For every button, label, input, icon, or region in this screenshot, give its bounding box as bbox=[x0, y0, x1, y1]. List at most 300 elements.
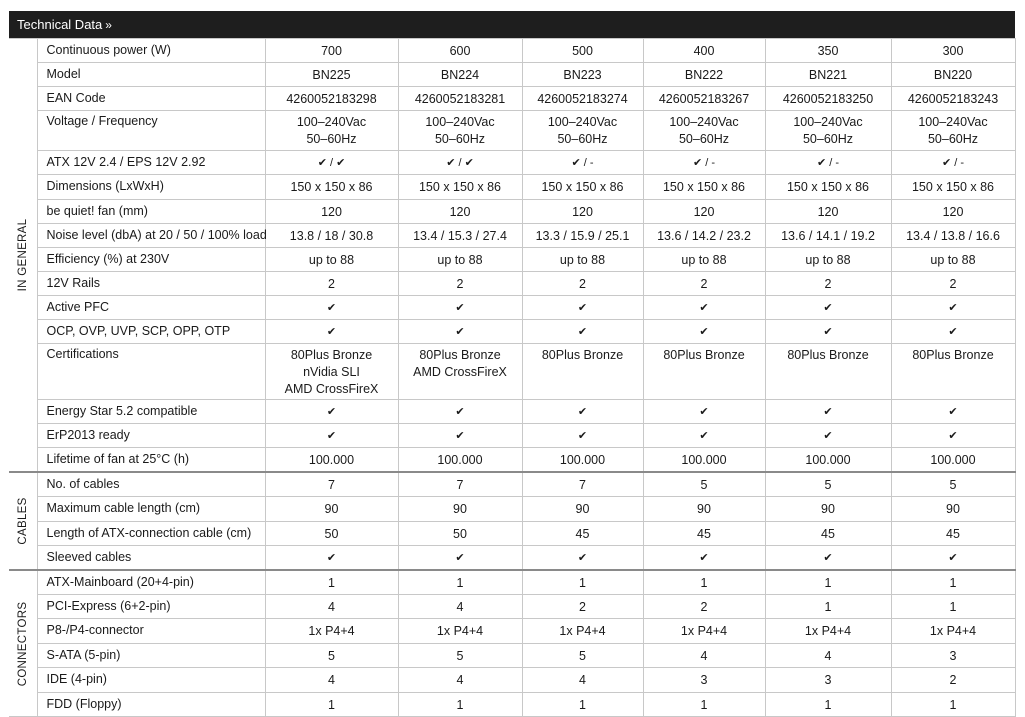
table-cell bbox=[765, 448, 891, 472]
table-cell bbox=[891, 521, 1015, 546]
table-cell bbox=[522, 497, 643, 522]
cell-line: 1 bbox=[328, 697, 335, 712]
table-row bbox=[9, 400, 1015, 424]
table-cell bbox=[265, 247, 398, 271]
table-row bbox=[9, 319, 1015, 343]
cell-line: 4 bbox=[328, 673, 335, 688]
cell-line: ✔ bbox=[326, 406, 337, 419]
table-cell bbox=[891, 295, 1015, 319]
table-cell bbox=[398, 472, 522, 497]
cell-line: 90 bbox=[946, 502, 960, 516]
table-cell bbox=[398, 618, 522, 643]
cell-line: 7 bbox=[579, 478, 586, 492]
cell-line: up to 88 bbox=[681, 252, 727, 267]
cell-line: ✔ bbox=[455, 406, 465, 419]
cell-line: 13.6 / 14.1 / 19.2 bbox=[781, 228, 875, 243]
table-row bbox=[9, 271, 1015, 295]
table-cell bbox=[643, 668, 765, 692]
table-cell bbox=[891, 223, 1015, 247]
cell-line: 120 bbox=[449, 204, 471, 219]
cell-line: 4260052183267 bbox=[658, 92, 750, 107]
cell-line: 5 bbox=[328, 649, 335, 664]
table-cell bbox=[522, 644, 643, 668]
cell-line: 5 bbox=[824, 478, 832, 492]
table-cell bbox=[265, 644, 398, 668]
cell-line: 100–240Vac bbox=[669, 115, 739, 130]
table-cell bbox=[891, 151, 1015, 175]
table-cell bbox=[265, 594, 398, 618]
table-row bbox=[9, 497, 1015, 522]
cell-line: 4 bbox=[824, 649, 832, 664]
cell-line: 1 bbox=[456, 576, 464, 590]
row-label: Noise level (dbA) at 20 / 50 / 100% load bbox=[37, 223, 265, 247]
table-cell bbox=[398, 400, 522, 424]
table-cell bbox=[265, 295, 398, 319]
table-cell bbox=[265, 400, 398, 424]
cell-line: 100–240Vac bbox=[547, 115, 618, 130]
row-label: Efficiency (%) at 230V bbox=[37, 247, 265, 271]
cell-line: 45 bbox=[697, 526, 711, 541]
cell-line: 3 bbox=[949, 649, 957, 664]
cell-line: 80Plus Bronze bbox=[663, 347, 745, 362]
table-cell bbox=[765, 668, 891, 692]
table-cell bbox=[643, 618, 765, 643]
cell-line: ✔ bbox=[699, 325, 709, 338]
cell-line: ✔ bbox=[823, 430, 833, 443]
row-label: Model bbox=[37, 63, 265, 87]
table-cell bbox=[643, 223, 765, 247]
table-cell bbox=[398, 271, 522, 295]
cell-line: ✔ bbox=[455, 325, 465, 338]
table-cell bbox=[643, 111, 765, 151]
cell-line: 350 bbox=[817, 44, 839, 58]
cell-line: 7 bbox=[456, 478, 464, 492]
table-cell bbox=[643, 39, 765, 63]
cell-line: 1x P4+4 bbox=[436, 623, 484, 638]
cell-line: 50–60Hz bbox=[306, 132, 357, 147]
table-cell bbox=[891, 199, 1015, 223]
cell-line: 90 bbox=[324, 502, 339, 516]
cell-line: BN220 bbox=[933, 68, 973, 83]
cell-line: 2 bbox=[328, 276, 335, 291]
table-row bbox=[9, 295, 1015, 319]
cell-line: ✔ / - bbox=[571, 157, 594, 170]
table-cell bbox=[765, 594, 891, 618]
cell-line: 100.000 bbox=[681, 453, 727, 468]
table-cell bbox=[765, 199, 891, 223]
table-cell bbox=[891, 39, 1015, 63]
cell-line: ✔ bbox=[948, 552, 958, 564]
table-cell bbox=[398, 151, 522, 175]
cell-line: 7 bbox=[328, 478, 335, 492]
table-cell bbox=[643, 448, 765, 472]
table-cell bbox=[398, 223, 522, 247]
table-cell bbox=[765, 223, 891, 247]
cell-line: 2 bbox=[579, 599, 586, 614]
cell-line: 4260052183243 bbox=[907, 92, 999, 107]
cell-line: ✔ / - bbox=[692, 157, 716, 170]
table-cell bbox=[891, 448, 1015, 472]
cell-line: 50 bbox=[324, 526, 339, 541]
cell-line: 1 bbox=[824, 697, 832, 712]
table-cell bbox=[265, 39, 398, 63]
cell-line: 300 bbox=[942, 44, 964, 58]
cell-line: ✔ bbox=[326, 430, 337, 443]
cell-line: ✔ bbox=[948, 430, 958, 443]
table-cell bbox=[765, 521, 891, 546]
row-label: P8-/P4-connector bbox=[37, 618, 265, 643]
section-label-connectors bbox=[9, 570, 37, 717]
cell-line: 80Plus Bronze bbox=[787, 347, 869, 362]
cell-line: 2 bbox=[700, 276, 708, 291]
table-cell bbox=[522, 151, 643, 175]
cell-line: 4 bbox=[456, 673, 464, 688]
table-cell bbox=[522, 618, 643, 643]
table-cell bbox=[891, 175, 1015, 199]
row-label: S-ATA (5-pin) bbox=[37, 644, 265, 668]
table-cell bbox=[265, 472, 398, 497]
table-row bbox=[9, 424, 1015, 448]
cell-line: 4260052183250 bbox=[782, 92, 874, 107]
cell-line: 150 x 150 x 86 bbox=[290, 180, 373, 195]
table-cell bbox=[891, 618, 1015, 643]
table-cell bbox=[643, 521, 765, 546]
cell-line: up to 88 bbox=[308, 252, 355, 267]
table-cell bbox=[643, 247, 765, 271]
table-cell bbox=[891, 570, 1015, 594]
cell-line: 5 bbox=[700, 478, 708, 492]
table-cell bbox=[643, 594, 765, 618]
cell-line: 100.000 bbox=[308, 453, 355, 468]
table-row bbox=[9, 151, 1015, 175]
cell-line: BN225 bbox=[312, 68, 351, 83]
table-cell bbox=[643, 343, 765, 399]
cell-line: 13.6 / 14.2 / 23.2 bbox=[657, 228, 751, 243]
cell-line: 50–60Hz bbox=[802, 132, 854, 147]
cell-line: ✔ bbox=[823, 406, 833, 419]
cell-line: 2 bbox=[579, 276, 586, 291]
table-cell bbox=[522, 472, 643, 497]
table-cell bbox=[398, 199, 522, 223]
row-label: ErP2013 ready bbox=[37, 424, 265, 448]
cell-line: 80Plus Bronze bbox=[419, 347, 501, 362]
table-cell bbox=[891, 111, 1015, 151]
cell-line: 1 bbox=[700, 697, 708, 712]
table-row bbox=[9, 594, 1015, 618]
table-cell bbox=[643, 400, 765, 424]
table-cell bbox=[522, 570, 643, 594]
table-cell bbox=[765, 400, 891, 424]
cell-line: BN221 bbox=[808, 68, 848, 83]
cell-line: 1 bbox=[949, 599, 957, 614]
cell-line: 3 bbox=[824, 673, 832, 688]
table-row bbox=[9, 223, 1015, 247]
table-cell bbox=[398, 295, 522, 319]
cell-line: ✔ / - bbox=[941, 157, 965, 170]
cell-line: ✔ / - bbox=[816, 157, 840, 170]
table-row bbox=[9, 87, 1015, 111]
cell-line: 150 x 150 x 86 bbox=[911, 180, 994, 195]
table-cell bbox=[765, 546, 891, 571]
cell-line: 13.8 / 18 / 30.8 bbox=[289, 228, 374, 243]
table-cell bbox=[398, 570, 522, 594]
table-cell bbox=[891, 247, 1015, 271]
table-cell bbox=[765, 87, 891, 111]
row-label: Lifetime of fan at 25°C (h) bbox=[37, 448, 265, 472]
table-cell bbox=[522, 63, 643, 87]
table-cell bbox=[891, 271, 1015, 295]
cell-line: 1x P4+4 bbox=[559, 623, 606, 638]
row-label: FDD (Floppy) bbox=[37, 692, 265, 716]
row-label: ATX-Mainboard (20+4-pin) bbox=[37, 570, 265, 594]
table-cell bbox=[522, 175, 643, 199]
cell-line: 80Plus Bronze bbox=[912, 347, 994, 362]
table-cell bbox=[265, 63, 398, 87]
cell-line: AMD CrossFireX bbox=[413, 364, 507, 379]
cell-line: 2 bbox=[824, 276, 832, 291]
cell-line: ✔ bbox=[577, 406, 588, 419]
cell-line: 150 x 150 x 86 bbox=[786, 180, 869, 195]
cell-line: 150 x 150 x 86 bbox=[541, 180, 624, 195]
table-cell bbox=[891, 668, 1015, 692]
cell-line: 4 bbox=[456, 599, 464, 614]
table-cell bbox=[765, 63, 891, 87]
cell-line: 50–60Hz bbox=[434, 132, 486, 147]
table-cell bbox=[522, 343, 643, 399]
row-label: No. of cables bbox=[37, 472, 265, 497]
table-cell bbox=[765, 319, 891, 343]
cell-line: 5 bbox=[579, 649, 586, 664]
table-cell bbox=[265, 424, 398, 448]
cell-line: 1 bbox=[949, 697, 957, 712]
cell-line: 2 bbox=[456, 276, 464, 291]
cell-line: up to 88 bbox=[930, 252, 976, 267]
cell-line: 13.3 / 15.9 / 25.1 bbox=[535, 228, 630, 243]
cell-line: ✔ bbox=[455, 301, 465, 314]
table-cell bbox=[398, 87, 522, 111]
table-cell bbox=[643, 497, 765, 522]
row-label: Maximum cable length (cm) bbox=[37, 497, 265, 522]
table-row bbox=[9, 175, 1015, 199]
table-cell bbox=[522, 199, 643, 223]
table-cell bbox=[765, 424, 891, 448]
table-cell bbox=[522, 39, 643, 63]
cell-line: 3 bbox=[700, 673, 708, 688]
cell-line: 150 x 150 x 86 bbox=[418, 180, 501, 195]
row-label: Active PFC bbox=[37, 295, 265, 319]
cell-line: ✔ bbox=[699, 552, 709, 564]
table-row bbox=[9, 39, 1015, 63]
table-cell bbox=[522, 111, 643, 151]
cell-line: ✔ bbox=[948, 301, 958, 314]
cell-line: 120 bbox=[321, 204, 342, 219]
cell-line: up to 88 bbox=[559, 252, 606, 267]
cell-line: up to 88 bbox=[437, 252, 483, 267]
table-cell bbox=[891, 546, 1015, 571]
cell-line: 2 bbox=[700, 599, 708, 614]
header-title: Technical Data bbox=[17, 17, 103, 32]
table-cell bbox=[891, 343, 1015, 399]
table-cell bbox=[265, 618, 398, 643]
table-cell bbox=[891, 319, 1015, 343]
cell-line: 1 bbox=[328, 576, 335, 590]
cell-line: ✔ bbox=[577, 325, 588, 338]
cell-line: 1x P4+4 bbox=[929, 623, 977, 638]
table-cell bbox=[265, 111, 398, 151]
table-cell bbox=[265, 87, 398, 111]
table-cell bbox=[643, 199, 765, 223]
row-label: IDE (4-pin) bbox=[37, 668, 265, 692]
cell-line: 50–60Hz bbox=[678, 132, 730, 147]
cell-line: ✔ bbox=[326, 552, 337, 564]
table-cell bbox=[891, 472, 1015, 497]
table-cell bbox=[765, 247, 891, 271]
table-row bbox=[9, 644, 1015, 668]
table-cell bbox=[522, 521, 643, 546]
table-cell bbox=[398, 668, 522, 692]
cell-line: 1 bbox=[700, 576, 708, 590]
table-row bbox=[9, 570, 1015, 594]
table-cell bbox=[265, 199, 398, 223]
row-label: PCI-Express (6+2-pin) bbox=[37, 594, 265, 618]
cell-line: ✔ / ✔ bbox=[317, 157, 346, 170]
table-cell bbox=[522, 400, 643, 424]
cell-line: 150 x 150 x 86 bbox=[662, 180, 745, 195]
table-row bbox=[9, 618, 1015, 643]
row-label: Length of ATX-connection cable (cm) bbox=[37, 521, 265, 546]
table-cell bbox=[265, 223, 398, 247]
cell-line: ✔ bbox=[823, 552, 833, 564]
table-cell bbox=[265, 668, 398, 692]
cell-line: 1 bbox=[579, 576, 586, 590]
cell-line: ✔ bbox=[823, 301, 833, 314]
cell-line: 4 bbox=[700, 649, 708, 664]
cell-line: 90 bbox=[575, 502, 590, 516]
cell-line: 100–240Vac bbox=[425, 115, 495, 130]
cell-line: 120 bbox=[817, 204, 839, 219]
table-cell bbox=[765, 570, 891, 594]
table-cell bbox=[398, 319, 522, 343]
table-cell bbox=[643, 295, 765, 319]
cell-line: 120 bbox=[693, 204, 715, 219]
cell-line: ✔ bbox=[577, 552, 588, 564]
table-cell bbox=[765, 39, 891, 63]
table-cell bbox=[765, 295, 891, 319]
table-cell bbox=[522, 668, 643, 692]
table-cell bbox=[398, 111, 522, 151]
table-cell bbox=[522, 319, 643, 343]
table-cell bbox=[265, 497, 398, 522]
cell-line: 100.000 bbox=[805, 453, 851, 468]
table-cell bbox=[522, 271, 643, 295]
table-row bbox=[9, 199, 1015, 223]
cell-line: 1x P4+4 bbox=[308, 623, 355, 638]
table-cell bbox=[765, 497, 891, 522]
table-row bbox=[9, 521, 1015, 546]
cell-line: 50–60Hz bbox=[927, 132, 979, 147]
table-cell bbox=[765, 151, 891, 175]
cell-line: 500 bbox=[572, 44, 593, 58]
cell-line: 4260052183298 bbox=[286, 92, 377, 107]
cell-line: 45 bbox=[575, 526, 590, 541]
table-row bbox=[9, 472, 1015, 497]
table-cell bbox=[398, 594, 522, 618]
cell-line: 13.4 / 13.8 / 16.6 bbox=[906, 228, 1000, 243]
spec-table bbox=[9, 38, 1016, 717]
cell-line: ✔ bbox=[577, 430, 588, 443]
table-cell bbox=[643, 151, 765, 175]
table-cell bbox=[765, 111, 891, 151]
table-cell bbox=[765, 618, 891, 643]
cell-line: ✔ bbox=[699, 430, 709, 443]
cell-line: ✔ bbox=[577, 301, 588, 314]
table-cell bbox=[891, 63, 1015, 87]
cell-line: 100.000 bbox=[930, 453, 976, 468]
cell-line: ✔ bbox=[823, 325, 833, 338]
table-cell bbox=[398, 424, 522, 448]
cell-line: 90 bbox=[821, 502, 835, 516]
table-cell bbox=[398, 448, 522, 472]
table-cell bbox=[891, 594, 1015, 618]
row-label: EAN Code bbox=[37, 87, 265, 111]
cell-line: ✔ / ✔ bbox=[446, 157, 474, 170]
cell-line: 100.000 bbox=[559, 453, 606, 468]
cell-line: ✔ bbox=[699, 301, 709, 314]
table-row bbox=[9, 668, 1015, 692]
cell-line: 50–60Hz bbox=[557, 132, 608, 147]
table-cell bbox=[643, 319, 765, 343]
table-cell bbox=[398, 247, 522, 271]
cell-line: 600 bbox=[449, 44, 471, 58]
table-cell bbox=[522, 295, 643, 319]
table-cell bbox=[891, 424, 1015, 448]
cell-line: ✔ bbox=[948, 325, 958, 338]
cell-line: 120 bbox=[942, 204, 964, 219]
cell-line: 80Plus Bronze bbox=[541, 347, 624, 362]
row-label: Energy Star 5.2 compatible bbox=[37, 400, 265, 424]
table-cell bbox=[522, 223, 643, 247]
cell-line: 120 bbox=[572, 204, 593, 219]
technical-data-sheet bbox=[9, 11, 1015, 717]
cell-line: 1 bbox=[949, 576, 957, 590]
section-title: CONNECTORS bbox=[16, 601, 29, 686]
cell-line: ✔ bbox=[326, 301, 337, 314]
cell-line: 4 bbox=[579, 673, 586, 688]
table-row bbox=[9, 63, 1015, 87]
cell-line: 90 bbox=[697, 502, 711, 516]
cell-line: 400 bbox=[693, 44, 715, 58]
table-cell bbox=[398, 546, 522, 571]
cell-line: 1 bbox=[824, 576, 832, 590]
table-cell bbox=[265, 546, 398, 571]
row-label: Continuous power (W) bbox=[37, 39, 265, 63]
table-cell bbox=[265, 343, 398, 399]
chevron-right-icon: » bbox=[105, 18, 112, 32]
table-cell bbox=[522, 546, 643, 571]
row-label: ATX 12V 2.4 / EPS 12V 2.92 bbox=[37, 151, 265, 175]
table-cell bbox=[643, 570, 765, 594]
table-cell bbox=[398, 644, 522, 668]
table-cell bbox=[398, 39, 522, 63]
cell-line: 1x P4+4 bbox=[804, 623, 852, 638]
table-row bbox=[9, 343, 1015, 399]
cell-line: 100.000 bbox=[437, 453, 483, 468]
row-label: Sleeved cables bbox=[37, 546, 265, 571]
table-cell bbox=[522, 247, 643, 271]
cell-line: 2 bbox=[949, 673, 957, 688]
table-cell bbox=[522, 448, 643, 472]
cell-line: 700 bbox=[321, 44, 342, 58]
